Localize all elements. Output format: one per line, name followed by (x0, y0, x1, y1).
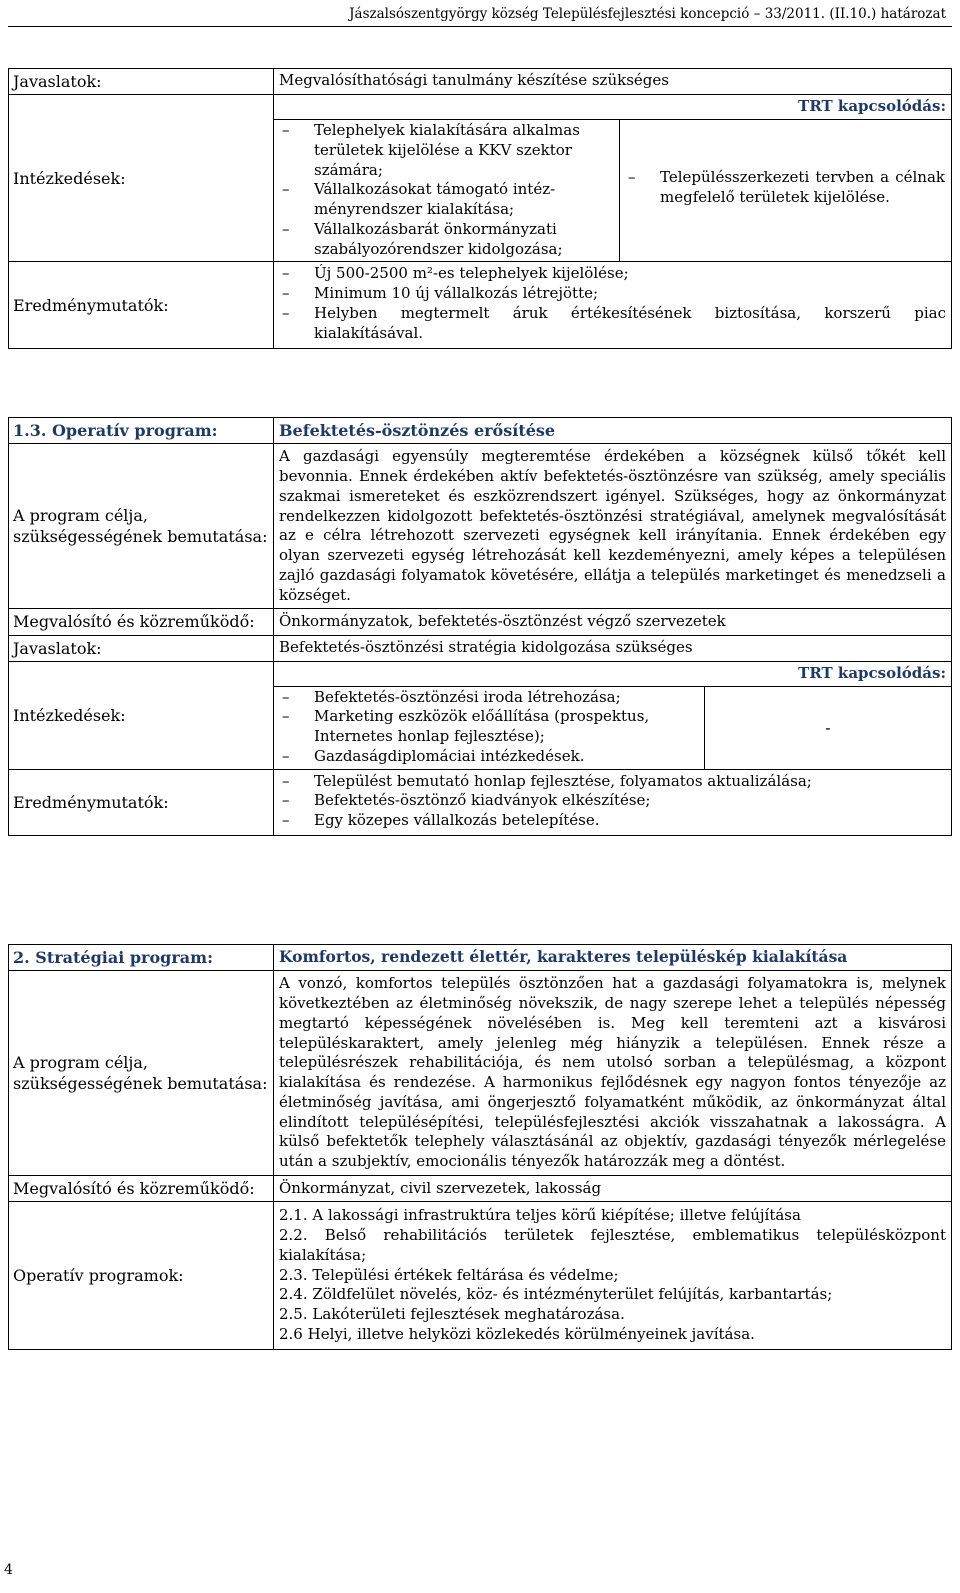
page-header: Jászalsószentgyörgy község Településfejlesztési koncepció – 33/2011. (II.10.) határozat (349, 6, 946, 22)
megvalosito-label: Megvalósító és közreműködő: (9, 1176, 274, 1202)
operativ-list (279, 1206, 946, 1345)
trt-value: - (825, 718, 831, 738)
operative-program-title: Befektetés-ösztönzés erősítése (274, 418, 952, 444)
list-item: – Vállalkozásokat támogató intézményrendszer kialakítása; (274, 180, 619, 220)
list-item: 2.1. A lakossági infrastruktúra teljes körű kiépítése; illetve felújítása (279, 1206, 801, 1225)
intezkedesek-label: Intézkedések: (9, 95, 274, 262)
list-item: – Településszerkezeti tervben a célnak megfelelő területek kijelölése. (620, 168, 951, 208)
cel-value: A vonzó, komfortos település ösztönzően hat a gazdasági folyamatokra is, melynek következtében az életminőség növekszik, de nagy szerepe lehet a település népesség megtartó képességének növelésében is. Meg kell teremteni azt a kisvárosi településkaraktert, amely jelenleg még hiányzik a településen. Ennek része a településrészek rehabilitációja, és nem utolsó sorban a településmag, a központ kialakítása és rendezése. A harmonikus fejlődésnek egy nagyon fontos tényezője az életminőség javítása, ami öngerjesztő folyamatként működik, az önkormányzat által elindított településépítési, településfejlesztési akciók visszahatnak a lakosságra. A külső befektetők telephely választásánál az objektív, gazdasági tényezők mérlegelése után a szubjektív, emocionális tényezők határozzák meg a döntést. (274, 971, 952, 1176)
list-item: – Egy közepes vállalkozás betelepítése. (274, 811, 946, 831)
javaslatok-label: Javaslatok: (9, 69, 274, 95)
javaslatok-value: Megvalósíthatósági tanulmány készítése szükséges (274, 69, 952, 95)
list-item: 2.5. Lakóterületi fejlesztések meghatározása. (279, 1305, 625, 1324)
list-item: – Gazdaságdiplomáciai intézkedések. (274, 747, 704, 767)
intezkedesek-list (274, 120, 620, 262)
operativ-label: Operatív programok: (9, 1202, 274, 1350)
eredmeny-label: Eredménymutatók: (9, 769, 274, 835)
trt-label: TRT kapcsolódás: (798, 97, 946, 116)
eredmeny-list (274, 772, 946, 831)
megvalosito-value: Önkormányzatok, befektetés-ösztönzést végző szervezetek (274, 609, 952, 635)
page-number: 4 (4, 1562, 13, 1578)
list-item: – Telephelyek kialakítására alkalmas területek kijelölése a KKV szektor számára; (274, 121, 619, 180)
list-item: – Új 500-2500 m²-es telephelyek kijelölése; (274, 264, 946, 284)
block-2-table (8, 417, 952, 836)
megvalosito-label: Megvalósító és közreműködő: (9, 609, 274, 635)
javaslatok-value: Befektetés-ösztönzési stratégia kidolgozása szükséges (274, 635, 952, 661)
intezkedesek-label: Intézkedések: (9, 661, 274, 769)
header-divider (8, 26, 952, 27)
list-item: – Marketing eszközök előállítása (prospektus, Internetes honlap fejlesztése); (274, 707, 704, 747)
list-item: 2.4. Zöldfelület növelés, köz- és intézményterület felújítás, karbantartás; (279, 1285, 833, 1304)
cel-label: A program célja, szükségességének bemutatása: (9, 444, 274, 609)
list-item: 2.3. Települési értékek feltárása és védelme; (279, 1265, 619, 1284)
operative-program-label: 1.3. Operatív program: (9, 418, 274, 444)
list-item: – Befektetés-ösztönzési iroda létrehozása; (274, 688, 704, 708)
trt-label: TRT kapcsolódás: (798, 663, 946, 682)
list-item: – Minimum 10 új vállalkozás létrejötte; (274, 284, 946, 304)
list-item: – Befektetés-ösztönző kiadványok elkészítése; (274, 791, 946, 811)
eredmeny-list (274, 264, 946, 343)
megvalosito-value: Önkormányzat, civil szervezetek, lakosság (274, 1176, 952, 1202)
cel-value: A gazdasági egyensúly megteremtése érdekében a községnek külső tőkét kell bevonnia. Ennek érdekében aktív befektetés-ösztönzésre van szükség, amely speciális szakmai ismereteket és eszközrendszert igényel. Szükséges, hogy az önkormányzat rendelkezzen kidolgozott befektetés-ösztönzési stratégiával, amelynek megvalósítását az e célra létrehozott szervezeti egységnek kell irányítania. Ennek érdekében egy olyan szervezeti egység létrehozását kell kezdeményezni, amely képes a településen zajló gazdasági folyamatok követésére, ellátja a település marketinget és menedzseli a községet. (274, 444, 952, 609)
list-item: 2.6 Helyi, illetve helyközi közlekedés körülményeinek javítása. (279, 1324, 755, 1343)
intezkedesek-cell (274, 95, 952, 262)
list-item: – Helyben megtermelt áruk értékesítésének biztosítása, korszerű piac kialakításával. (274, 304, 946, 344)
block-1-table (8, 68, 952, 349)
block-3-table (8, 944, 952, 1350)
javaslatok-label: Javaslatok: (9, 635, 274, 661)
list-item: – Települést bemutató honlap fejlesztése, folyamatos aktualizálása; (274, 772, 946, 792)
cel-label: A program célja, szükségességének bemutatása: (9, 971, 274, 1176)
strategic-program-label: 2. Stratégiai program: (9, 945, 274, 971)
eredmeny-label: Eredménymutatók: (9, 262, 274, 348)
list-item: 2.2. Belső rehabilitációs területek fejlesztése, emblematikus településközpont kialakítása; (279, 1225, 946, 1264)
intezkedesek-list (274, 687, 705, 769)
list-item: – Vállalkozásbarát önkormányzati szabályozórendszer kidolgozása; (274, 220, 619, 260)
trt-list (620, 120, 951, 262)
strategic-program-title: Komfortos, rendezett élettér, karakteres településkép kialakítása (274, 945, 952, 971)
